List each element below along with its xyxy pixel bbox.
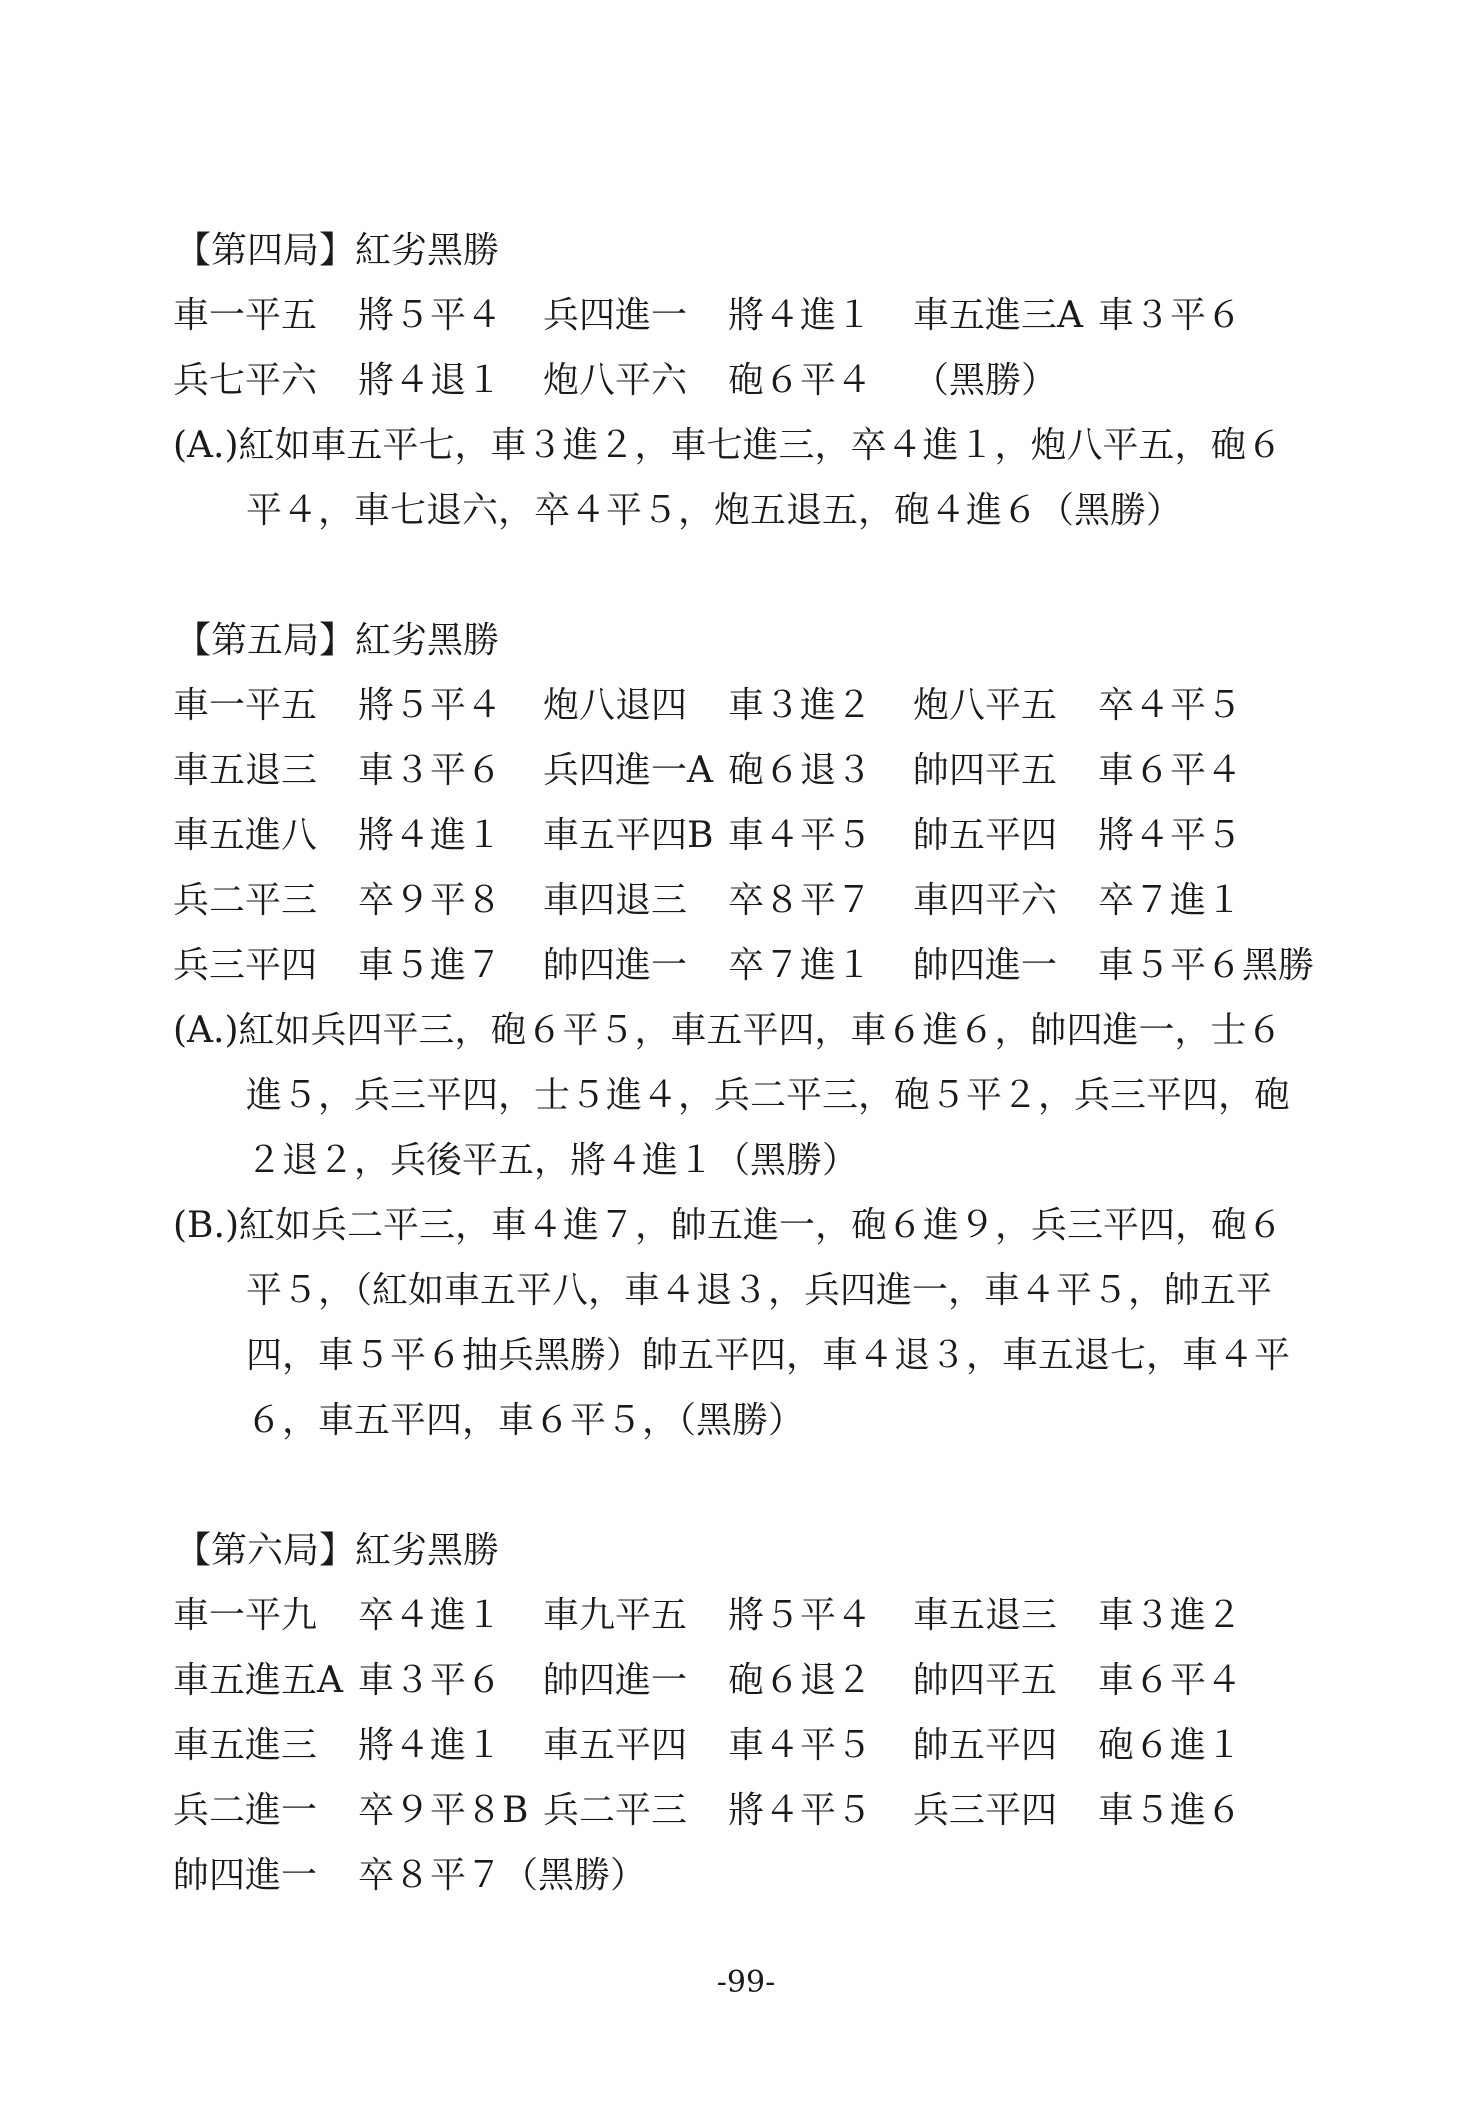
move-row: [173, 1583, 1433, 1648]
game-section: [173, 608, 1433, 1453]
move-cell: 兵二平三: [543, 1790, 688, 1831]
move-cell: 砲６退２: [728, 1660, 873, 1701]
move-row: [173, 933, 1433, 998]
move-cell: 車一平五: [173, 685, 318, 726]
move-cell: 帥五平四: [913, 815, 1058, 856]
move-row: [173, 1713, 1433, 1778]
move-cell: 車五進五A: [173, 1660, 343, 1701]
move-cell: 車３平６: [358, 1660, 503, 1701]
move-cell: 砲６平４: [728, 360, 873, 401]
move-row: [173, 738, 1433, 803]
move-cell: 將４進１: [358, 815, 503, 856]
move-cell: 兵二平三: [173, 880, 318, 921]
move-cell: 帥四進一: [543, 1660, 688, 1701]
move-cell: 兵四進一A: [543, 750, 713, 791]
note-line: (A.)紅如兵四平三，砲６平５，車五平四，車６進６，帥四進一，士６: [173, 1010, 1283, 1051]
move-row: [173, 868, 1433, 933]
move-cell: 帥四進一: [543, 945, 688, 986]
move-cell: 卒４平５: [1098, 685, 1243, 726]
move-cell: 車五進三A: [913, 295, 1083, 336]
page-number: -99-: [716, 1965, 776, 2000]
move-cell: 將４平５: [1098, 815, 1243, 856]
move-cell: 車九平五: [543, 1595, 688, 1636]
move-cell: 車一平五: [173, 295, 318, 336]
move-cell: 車五平四B: [543, 815, 714, 856]
move-row: [173, 803, 1433, 868]
move-cell: 車四退三: [543, 880, 688, 921]
move-cell: 帥四進一: [173, 1855, 318, 1896]
move-cell: 砲６退３: [728, 750, 873, 791]
move-cell: 車３進２: [1098, 1595, 1243, 1636]
move-cell: 車５進６: [1098, 1790, 1243, 1831]
note-line: 進５，兵三平四，士５進４，兵二平三，砲５平２，兵三平四，砲: [246, 1075, 1291, 1116]
variation-note: [173, 413, 1433, 543]
note-line: (B.)紅如兵二平三，車４進７，帥五進一，砲６進９，兵三平四，砲６: [173, 1205, 1283, 1246]
move-cell: 將４進１: [358, 1725, 503, 1766]
move-cell: 車五平四: [543, 1725, 688, 1766]
move-cell: 車四平六: [913, 880, 1058, 921]
book-page: [173, 218, 1433, 1908]
move-cell: 卒７進１: [728, 945, 873, 986]
move-cell: 車３平６: [358, 750, 503, 791]
variation-note: [173, 998, 1433, 1193]
move-cell: 砲６進１: [1098, 1725, 1243, 1766]
move-list: [173, 283, 1433, 413]
note-line: ２退２，兵後平五，將４進１（黑勝）: [246, 1140, 859, 1181]
move-cell: 將５平４: [358, 685, 503, 726]
move-cell: 帥五平四: [913, 1725, 1058, 1766]
move-cell: 將５平４: [358, 295, 503, 336]
game-heading: 【第四局】紅劣黑勝: [175, 230, 500, 271]
move-row: [173, 1648, 1433, 1713]
move-cell: 卒４進１: [358, 1595, 503, 1636]
move-cell: 卒９平８: [358, 880, 503, 921]
move-cell: 車３平６: [1098, 295, 1243, 336]
note-line: 平４，車七退六，卒４平５，炮五退五，砲４進６（黑勝）: [246, 490, 1183, 531]
move-cell: 車五退三: [913, 1595, 1058, 1636]
move-cell: 車五退三: [173, 750, 318, 791]
move-cell: 炮八退四: [543, 685, 688, 726]
move-cell: 車５平６黑勝: [1098, 945, 1315, 986]
move-cell: 卒８平７（黑勝）: [358, 1855, 647, 1896]
move-cell: 兵七平六: [173, 360, 318, 401]
move-row: [173, 348, 1433, 413]
move-cell: 車五進八: [173, 815, 318, 856]
move-cell: 車一平九: [173, 1595, 318, 1636]
move-row: [173, 1778, 1433, 1843]
move-cell: 卒９平８B: [358, 1790, 529, 1831]
move-cell: 車３進２: [728, 685, 873, 726]
move-cell: （黑勝）: [913, 360, 1058, 401]
game-section: [173, 218, 1433, 543]
note-line: 四，車５平６抽兵黑勝）帥五平四，車４退３，車五退七，車４平: [246, 1335, 1291, 1376]
move-row: [173, 1843, 1433, 1908]
move-cell: 將４平５: [728, 1790, 873, 1831]
move-list: [173, 673, 1433, 998]
move-cell: 兵三平四: [913, 1790, 1058, 1831]
move-cell: 將４退１: [358, 360, 503, 401]
move-cell: 兵三平四: [173, 945, 318, 986]
move-cell: 炮八平五: [913, 685, 1058, 726]
note-line: (A.)紅如車五平七，車３進２，車七進三，卒４進１，炮八平五，砲６: [173, 425, 1283, 466]
move-cell: 將４進１: [728, 295, 873, 336]
move-cell: 兵二進一: [173, 1790, 318, 1831]
move-cell: 帥四平五: [913, 750, 1058, 791]
move-cell: 帥四進一: [913, 945, 1058, 986]
move-cell: 車五進三: [173, 1725, 318, 1766]
note-line: ６，車五平四，車６平５，（黑勝）: [246, 1400, 805, 1441]
move-list: [173, 1583, 1433, 1908]
move-cell: 帥四平五: [913, 1660, 1058, 1701]
game-heading: 【第六局】紅劣黑勝: [175, 1530, 500, 1571]
move-cell: 卒７進１: [1098, 880, 1243, 921]
move-row: [173, 283, 1433, 348]
move-cell: 車６平４: [1098, 750, 1243, 791]
move-cell: 車６平４: [1098, 1660, 1243, 1701]
variation-note: [173, 1193, 1433, 1453]
move-cell: 車４平５: [728, 815, 873, 856]
game-heading: 【第五局】紅劣黑勝: [175, 620, 500, 661]
move-cell: 車４平５: [728, 1725, 873, 1766]
move-cell: 炮八平六: [543, 360, 688, 401]
move-row: [173, 673, 1433, 738]
move-cell: 車５進７: [358, 945, 503, 986]
game-section: [173, 1518, 1433, 1908]
move-cell: 兵四進一: [543, 295, 688, 336]
move-cell: 卒８平７: [728, 880, 873, 921]
note-line: 平５，（紅如車五平八，車４退３，兵四進一，車４平５，帥五平: [246, 1270, 1273, 1311]
move-cell: 將５平４: [728, 1595, 873, 1636]
